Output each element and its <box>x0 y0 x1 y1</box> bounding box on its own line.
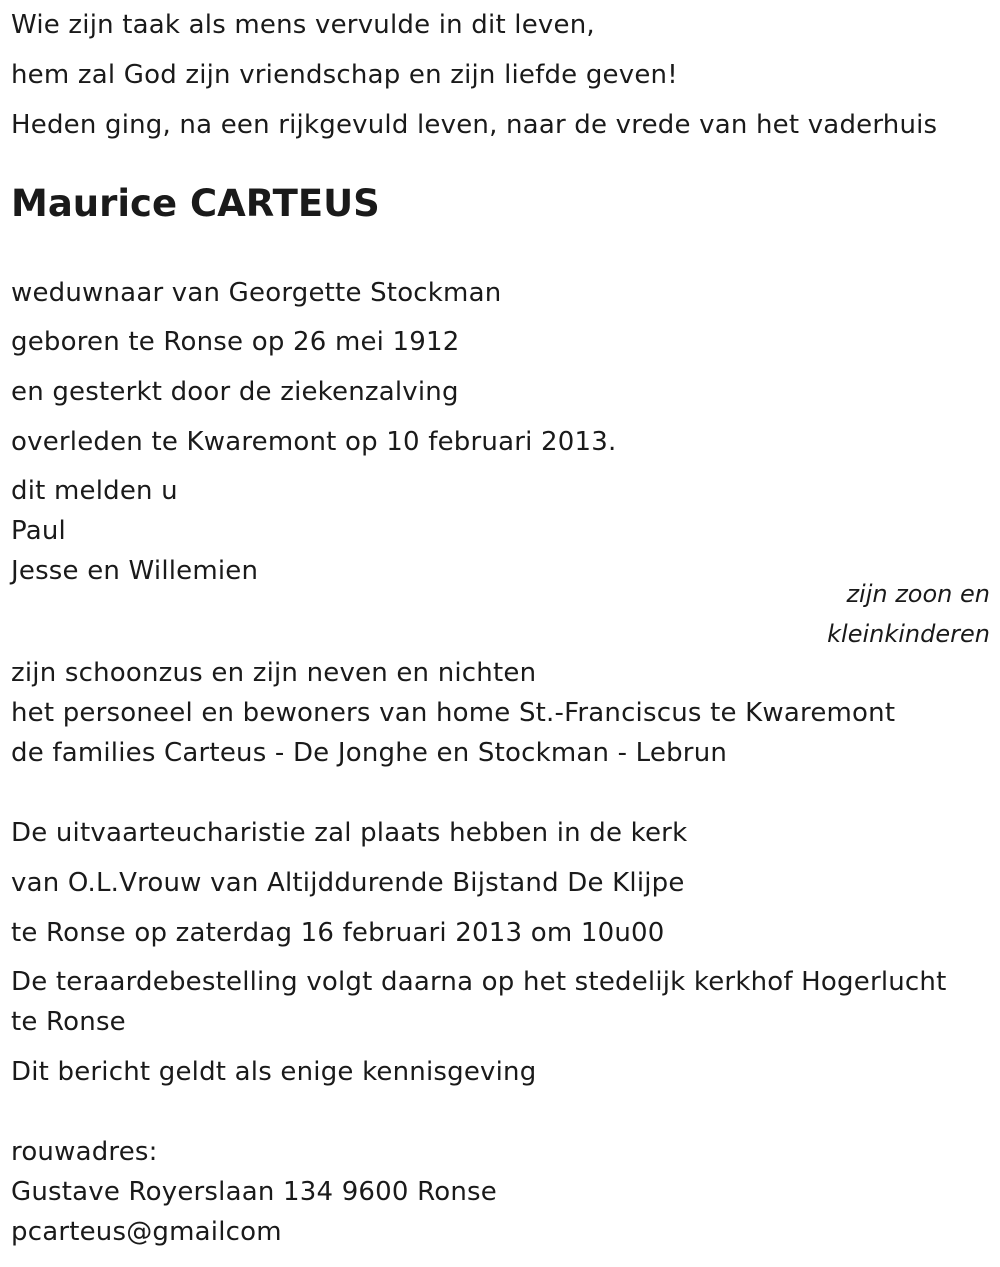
poem-line-1: Wie zijn taak als mens vervulde in dit leven, <box>11 10 595 40</box>
widower-line: weduwnaar van Georgette Stockman <box>11 278 502 308</box>
families-line: de families Carteus - De Jonghe en Stockman - Lebrun <box>11 738 728 768</box>
notice-line: Dit bericht geldt als enige kennisgeving <box>11 1057 537 1087</box>
poem-line-2: hem zal God zijn vriendschap en zijn liefde geven! <box>11 60 678 90</box>
in-laws-line: zijn schoonzus en zijn neven en nichten <box>11 658 537 688</box>
address-label: rouwadres: <box>11 1137 158 1167</box>
funeral-line-3: te Ronse op zaterdag 16 februari 2013 om 10u00 <box>11 918 665 948</box>
birth-line: geboren te Ronse op 26 mei 1912 <box>11 327 460 357</box>
sacrament-line: en gesterkt door de ziekenzalving <box>11 377 459 407</box>
address-email: pcarteus@gmailcom <box>11 1217 282 1247</box>
son-name: Paul <box>11 516 66 546</box>
deceased-name: Maurice CARTEUS <box>11 182 380 225</box>
funeral-line-1: De uitvaarteucharistie zal plaats hebben in de kerk <box>11 818 688 848</box>
grandchildren-names: Jesse en Willemien <box>11 556 259 586</box>
staff-line: het personeel en bewoners van home St.-Franciscus te Kwaremont <box>11 698 896 728</box>
address-street: Gustave Royerslaan 134 9600 Ronse <box>11 1177 497 1207</box>
burial-line-2: te Ronse <box>11 1007 126 1037</box>
relation-label-1: zijn zoon en <box>846 580 990 608</box>
funeral-line-2: van O.L.Vrouw van Altijddurende Bijstand De Klijpe <box>11 868 685 898</box>
announcers-intro: dit melden u <box>11 476 178 506</box>
burial-line-1: De teraardebestelling volgt daarna op het stedelijk kerkhof Hogerlucht <box>11 967 947 997</box>
relation-label-2: kleinkinderen <box>827 620 990 648</box>
death-line: overleden te Kwaremont op 10 februari 2013. <box>11 427 617 457</box>
poem-line-3: Heden ging, na een rijkgevuld leven, naar de vrede van het vaderhuis <box>11 110 938 140</box>
